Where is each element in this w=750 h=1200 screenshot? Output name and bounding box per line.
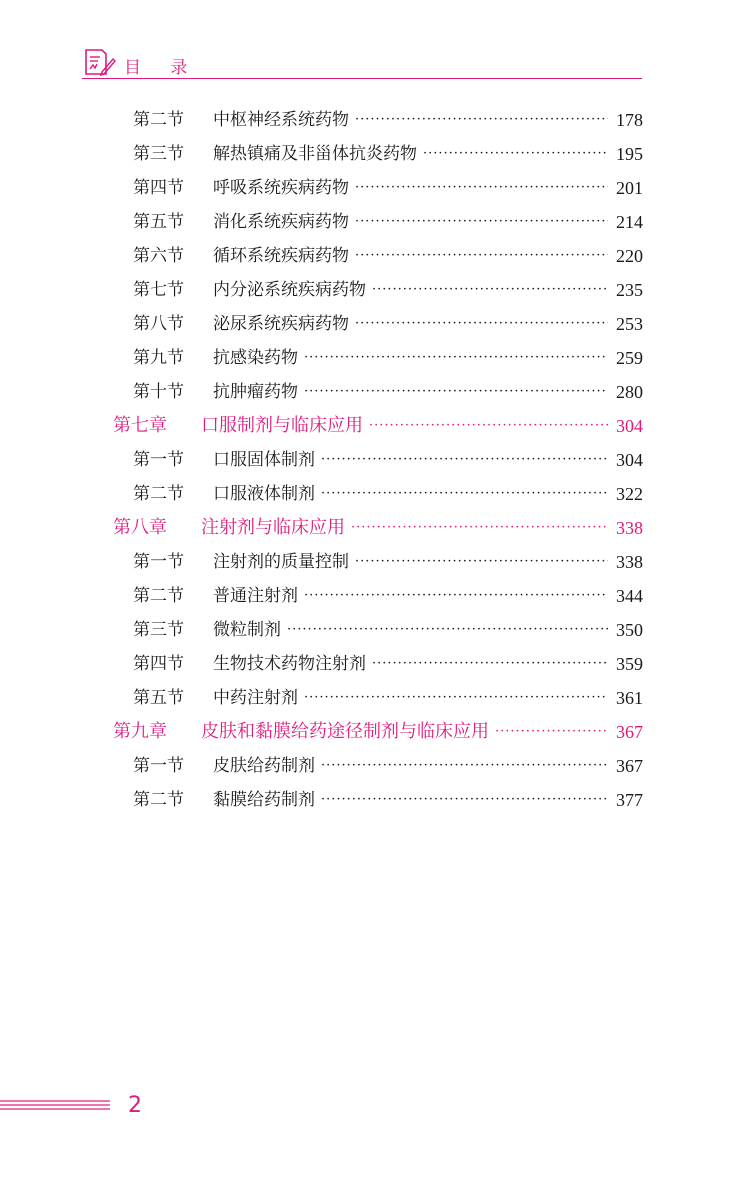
toc-entry-page: 201 [616,178,643,198]
toc-section-row [133,171,643,205]
dot-leader [372,647,608,681]
dot-leader [351,511,608,545]
toc-entry-page: 195 [616,144,643,164]
toc-section-row [133,307,643,341]
document-pen-icon [82,46,116,78]
toc-entry-label: 第二节 [133,790,184,810]
toc-entry-label: 第一节 [133,552,184,572]
dot-leader [304,579,608,613]
toc-entry-page: 367 [616,722,643,742]
toc-entry-page: 359 [616,654,643,674]
dot-leader [369,409,608,443]
toc-entry-label: 第四节 [133,654,184,674]
toc-section-row [133,579,643,613]
toc-section-row [133,545,643,579]
toc-entry-title: 皮肤给药制剂 [213,756,315,776]
toc-entry-title: 中枢神经系统药物 [213,110,349,130]
toc-entry-title: 口服制剂与临床应用 [201,415,363,436]
toc-entry-page: 322 [616,484,643,504]
toc-entry-page: 235 [616,280,643,300]
toc-entry-label: 第四节 [133,178,184,198]
toc-entry-page: 344 [616,586,643,606]
dot-leader [321,477,608,511]
toc-entry-title: 循环系统疾病药物 [213,246,349,266]
toc-section-row [133,239,643,273]
page-header [82,46,642,79]
toc-entry-label: 第三节 [133,144,184,164]
toc-entry-page: 280 [616,382,643,402]
toc-entry-label: 第二节 [133,586,184,606]
toc-entry-title: 注射剂的质量控制 [213,552,349,572]
toc-chapter-row [113,715,643,749]
dot-leader [304,341,608,375]
toc-entry-label: 第五节 [133,212,184,232]
dot-leader [321,443,608,477]
toc-entry-label: 第五节 [133,688,184,708]
toc-entry-page: 214 [616,212,643,232]
toc-entry-page: 377 [616,790,643,810]
toc-entry-page: 350 [616,620,643,640]
dot-leader [355,103,608,137]
toc-entry-page: 367 [616,756,643,776]
toc-chapter-row [113,511,643,545]
toc-entry-title: 解热镇痛及非甾体抗炎药物 [213,144,417,164]
toc-entry-title: 抗感染药物 [213,348,298,368]
dot-leader [304,375,608,409]
toc-entry-label: 第二节 [133,484,184,504]
toc-entry-label: 第一节 [133,756,184,776]
toc-entry-page: 338 [616,552,643,572]
toc-entry-title: 皮肤和黏膜给药途径制剂与临床应用 [201,721,489,742]
toc-entry-page: 178 [616,110,643,130]
toc-entry-label: 第三节 [133,620,184,640]
dot-leader [423,137,608,171]
toc-section-row [133,443,643,477]
toc-entry-page: 253 [616,314,643,334]
toc-section-row [133,341,643,375]
toc-entry-title: 内分泌系统疾病药物 [213,280,366,300]
toc-section-row [133,103,643,137]
dot-leader [372,273,608,307]
toc-entry-label: 第七章 [113,415,167,436]
toc-entry-title: 呼吸系统疾病药物 [213,178,349,198]
dot-leader [355,545,608,579]
toc-entry-title: 泌尿系统疾病药物 [213,314,349,334]
toc-entry-label: 第十节 [133,382,184,402]
page-number: 2 [128,1093,142,1118]
dot-leader [321,749,608,783]
toc-entry-label: 第一节 [133,450,184,470]
dot-leader [495,715,608,749]
toc-entry-title: 消化系统疾病药物 [213,212,349,232]
toc-entry-page: 220 [616,246,643,266]
dot-leader [355,307,608,341]
toc-entry-page: 259 [616,348,643,368]
toc-section-row [133,477,643,511]
toc-chapter-row [113,409,643,443]
toc-section-row [133,681,643,715]
dot-leader [304,681,608,715]
toc-section-row [133,613,643,647]
toc-entry-page: 304 [616,416,643,436]
dot-leader [287,613,608,647]
toc-entry-title: 普通注射剂 [213,586,298,606]
footer-decoration [0,1100,110,1114]
toc-entry-title: 黏膜给药制剂 [213,790,315,810]
toc-entry-page: 361 [616,688,643,708]
toc-entry-label: 第七节 [133,280,184,300]
toc-entry-title: 口服固体制剂 [213,450,315,470]
toc-entry-label: 第八章 [113,517,167,538]
toc-entry-title: 口服液体制剂 [213,484,315,504]
dot-leader [355,205,608,239]
toc-entry-title: 抗肿瘤药物 [213,382,298,402]
toc-entry-title: 注射剂与临床应用 [201,517,345,538]
toc-entry-label: 第二节 [133,110,184,130]
toc-section-row [133,783,643,817]
toc-entry-title: 中药注射剂 [213,688,298,708]
dot-leader [355,239,608,273]
toc-section-row [133,205,643,239]
toc-entry-page: 338 [616,518,643,538]
toc-entry-label: 第八节 [133,314,184,334]
toc-entry-label: 第九章 [113,721,167,742]
toc-section-row [133,375,643,409]
toc-entry-title: 生物技术药物注射剂 [213,654,366,674]
toc-entry-label: 第九节 [133,348,184,368]
toc-section-row [133,647,643,681]
dot-leader [355,171,608,205]
toc-section-row [133,749,643,783]
toc-entry-label: 第六节 [133,246,184,266]
toc-entry-title: 微粒制剂 [213,620,281,640]
toc-section-row [133,137,643,171]
dot-leader [321,783,608,817]
toc-section-row [133,273,643,307]
toc-entry-page: 304 [616,450,643,470]
page-title: 目 录 [124,58,200,78]
